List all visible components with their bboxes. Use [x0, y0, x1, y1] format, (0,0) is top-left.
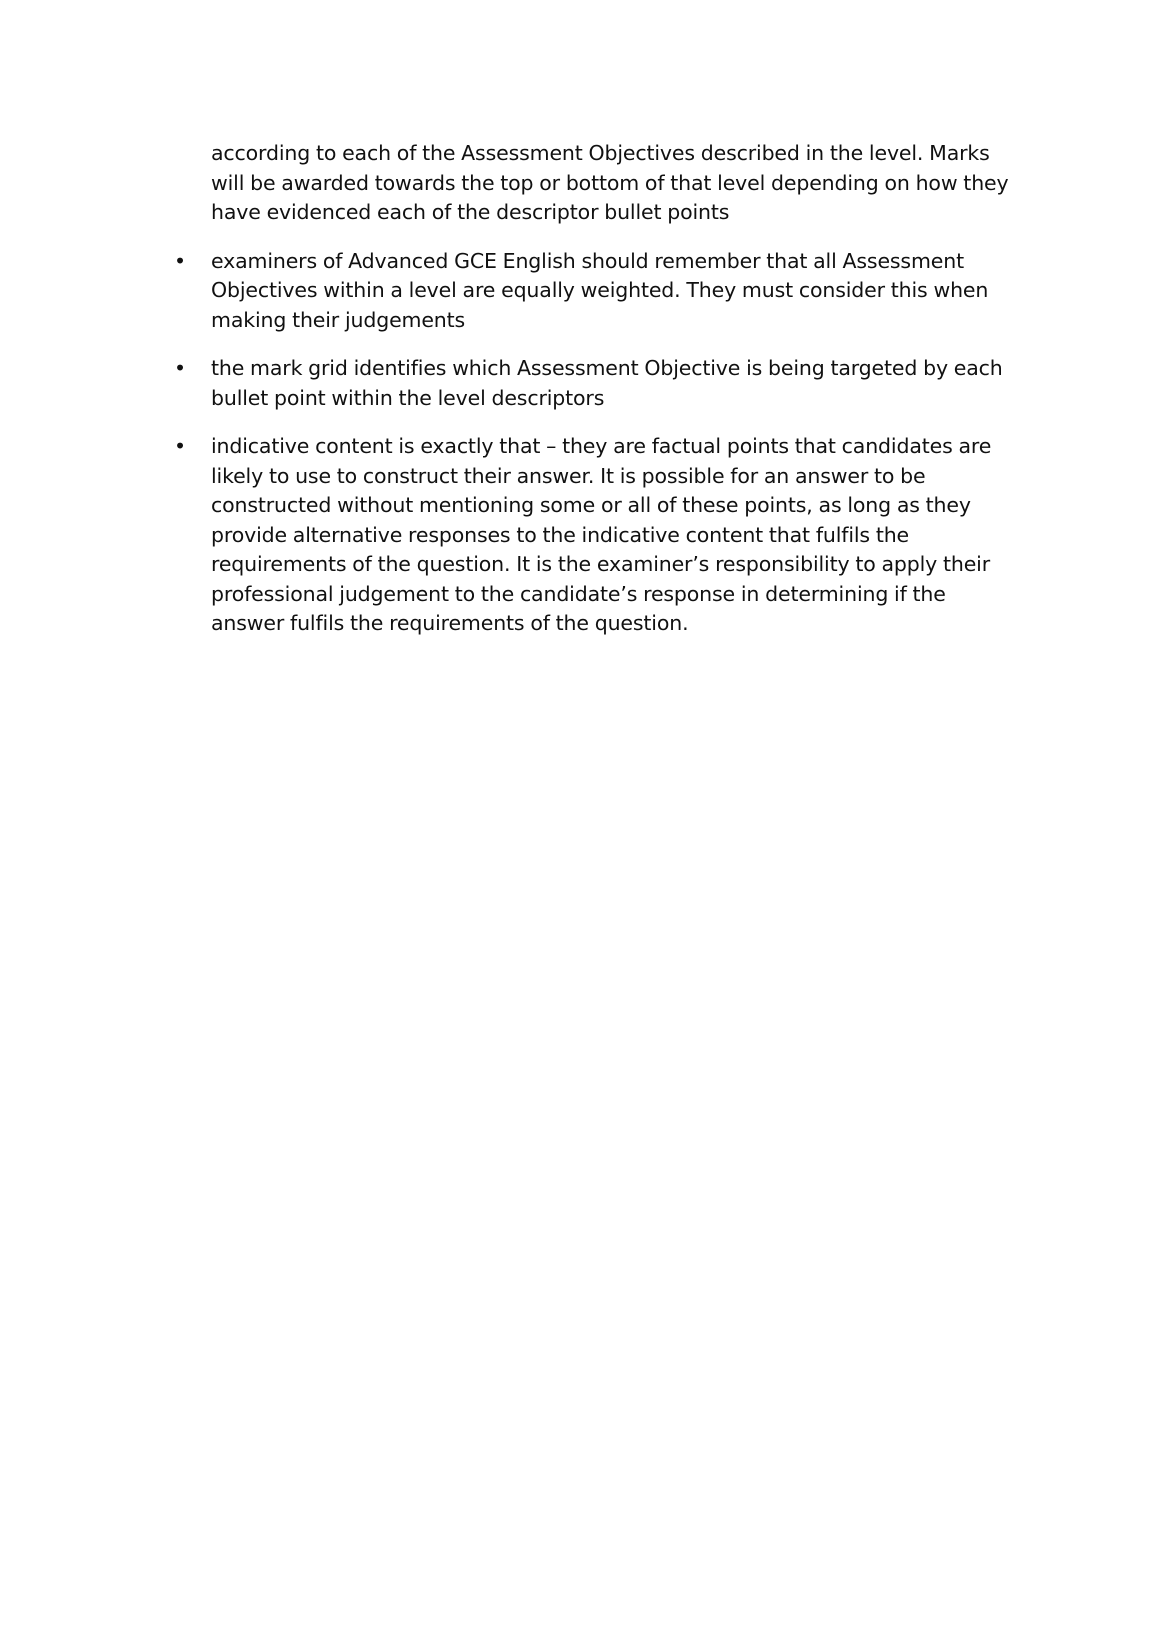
bullet-line: likely to use to construct their answer. It is possible for an answer to be — [211, 463, 926, 488]
bullet-line: examiners of Advanced GCE English should remember that all Assessment — [211, 248, 964, 273]
bullet-line: provide alternative responses to the indicative content that fulfils the — [211, 522, 910, 547]
bullet-icon: • — [174, 434, 187, 458]
paragraph-line: will be awarded towards the top or bottom of that level depending on how they — [211, 170, 1009, 195]
bullet-line: requirements of the question. It is the examiner’s responsibility to apply their — [211, 552, 991, 576]
bullet-line: Objectives within a level are equally weighted. They must consider this when — [211, 278, 989, 302]
paragraph-line: according to each of the Assessment Objectives described in the level. Marks — [211, 141, 990, 165]
bullet-line: answer fulfils the requirements of the question. — [211, 611, 689, 635]
bullet-item-indicative-content — [174, 432, 1014, 639]
bullet-item-mark-grid — [174, 354, 1014, 413]
bullet-icon: • — [174, 356, 187, 380]
bullet-item-equal-weighting — [174, 247, 1014, 336]
document-body — [174, 139, 1014, 639]
bullet-icon: • — [174, 248, 187, 273]
paragraph-line: have evidenced each of the descriptor bullet points — [211, 200, 730, 224]
bullet-line: making their judgements — [211, 307, 466, 332]
bullet-line: bullet point within the level descriptors — [211, 385, 605, 410]
bullet-text — [174, 432, 1014, 639]
bullet-line: constructed without mentioning some or all of these points, as long as they — [211, 493, 971, 517]
bullet-line: indicative content is exactly that – they are factual points that candidates are — [211, 434, 992, 458]
continued-paragraph — [174, 139, 1014, 228]
bullet-line: the mark grid identifies which Assessment Objective is being targeted by each — [211, 356, 1003, 380]
bullet-text — [174, 247, 1014, 336]
bullet-text — [174, 354, 1014, 413]
bullet-line: professional judgement to the candidate’s response in determining if the — [211, 581, 946, 606]
